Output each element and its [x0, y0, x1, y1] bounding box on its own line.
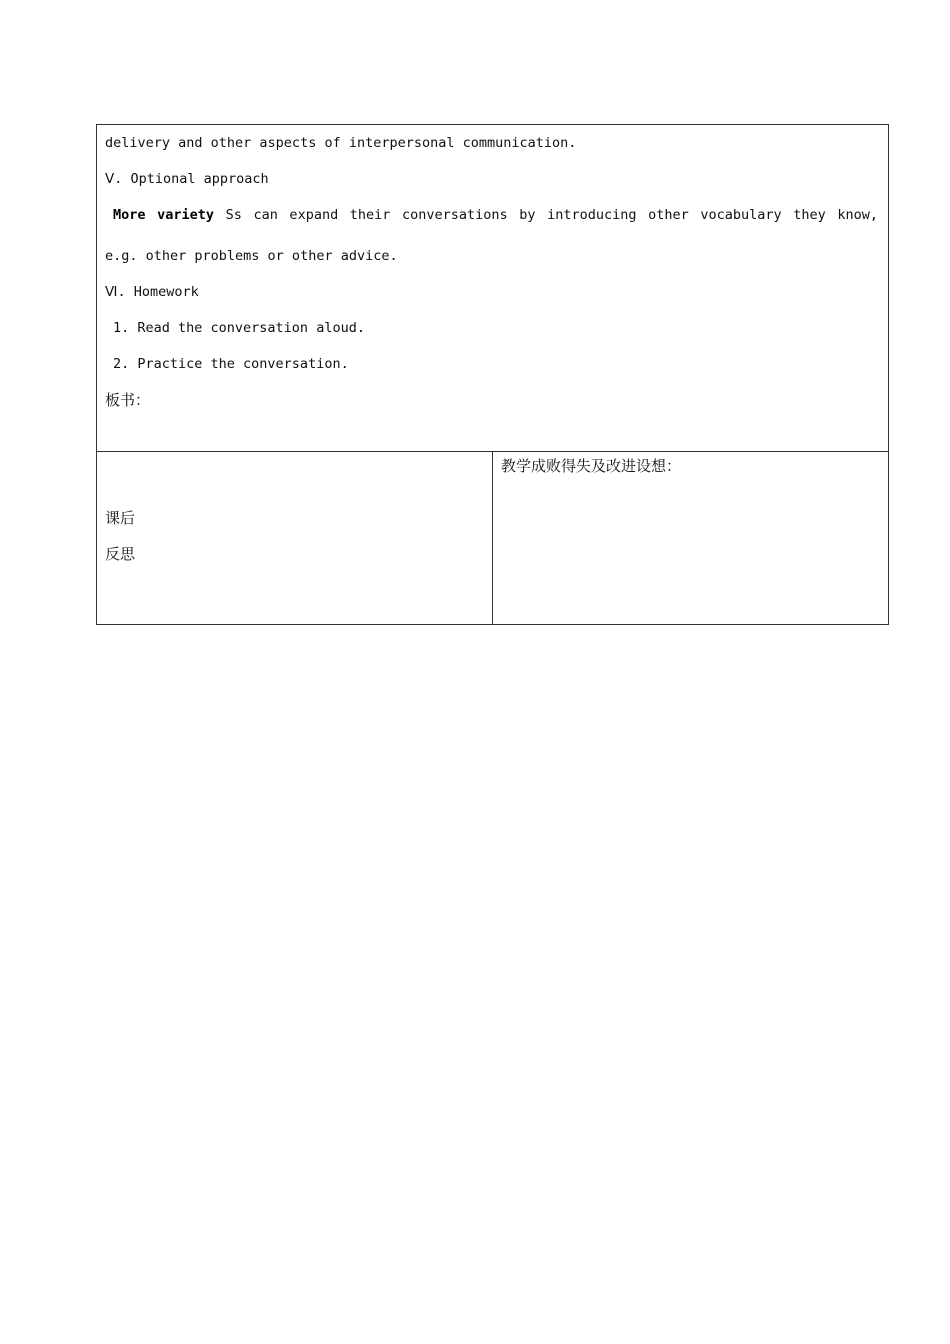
lesson-content-cell: [97, 125, 889, 452]
homework-item: 2. Practice the conversation.: [113, 356, 349, 372]
reflection-content-cell: [493, 452, 889, 625]
reflection-prompt: 教学成败得失及改进设想：: [501, 457, 682, 475]
homework-item: 1. Read the conversation aloud.: [113, 320, 365, 336]
reflection-row: [97, 452, 889, 625]
more-variety-paragraph: [105, 201, 878, 242]
more-variety-text: Ss can expand their conversations by introducing other vocabulary they know,: [225, 207, 878, 223]
lesson-plan-table: [96, 124, 889, 625]
section-6-heading: Ⅵ. Homework: [105, 284, 199, 300]
reflection-label: [97, 452, 492, 572]
lesson-content: [97, 125, 888, 451]
delivery-line: delivery and other aspects of interpersonal communication.: [105, 135, 577, 151]
more-variety-continuation: e.g. other problems or other advice.: [105, 248, 398, 264]
reflection-label-line: 反思: [105, 545, 136, 563]
more-variety-label: More variety: [113, 207, 214, 223]
reflection-label-cell: [97, 452, 493, 625]
lesson-row: [97, 125, 889, 452]
reflection-label-line: 课后: [105, 509, 136, 527]
board-label: 板书：: [105, 391, 151, 409]
section-5-heading: Ⅴ. Optional approach: [105, 171, 269, 187]
